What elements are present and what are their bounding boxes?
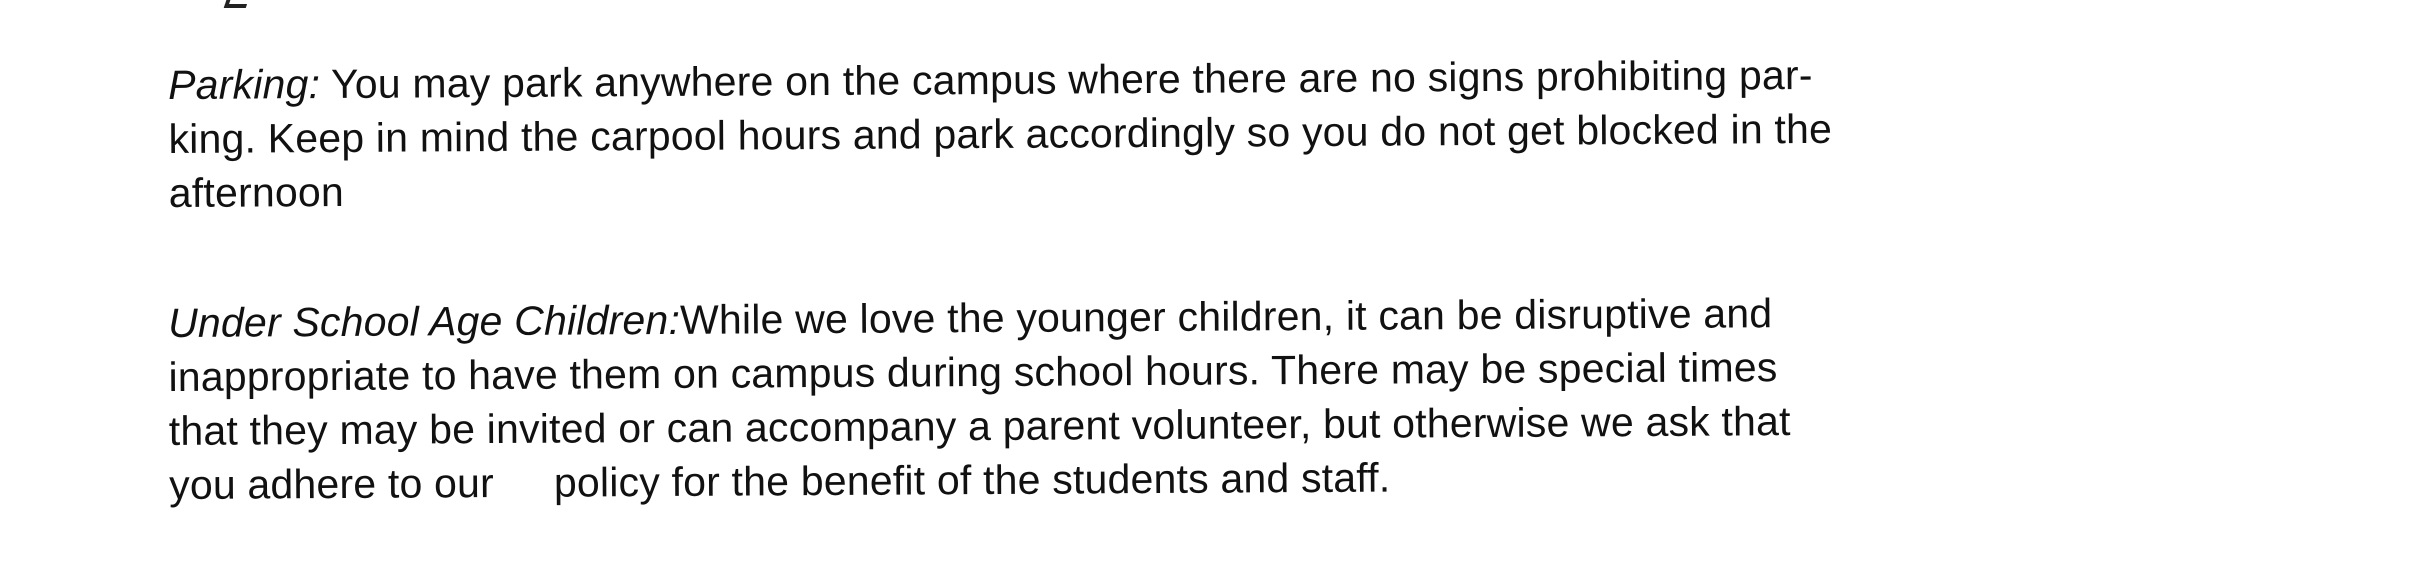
under-school-age-line-3: that they may be invited or can accompany a parent volunteer, but otherwise we ask that (168, 398, 1791, 454)
under-school-age-line-4-end: policy for the benefit of the students and staff. (553, 454, 1391, 506)
parking-line-1-text: You may park anywhere on the campus where there are no signs prohibiting par- (320, 51, 1813, 108)
parking-term: Parking: (168, 61, 321, 108)
under-school-age-paragraph (168, 283, 2329, 512)
parking-paragraph (168, 45, 2329, 220)
under-school-age-line-4-start: you adhere to our (169, 460, 495, 508)
parking-line-3: afternoon (168, 168, 345, 216)
under-school-age-term: Under School Age Children: (168, 296, 681, 346)
under-school-age-line-2: inappropriate to have them on campus during school hours. There may be special times (168, 344, 1778, 400)
cropped-text-fragment (224, 0, 254, 8)
parking-line-2: king. Keep in mind the carpool hours and park accordingly so you do not get blocked in the (168, 105, 1833, 162)
under-school-age-line-1-text: While we love the younger children, it can be disruptive and (679, 290, 1773, 343)
